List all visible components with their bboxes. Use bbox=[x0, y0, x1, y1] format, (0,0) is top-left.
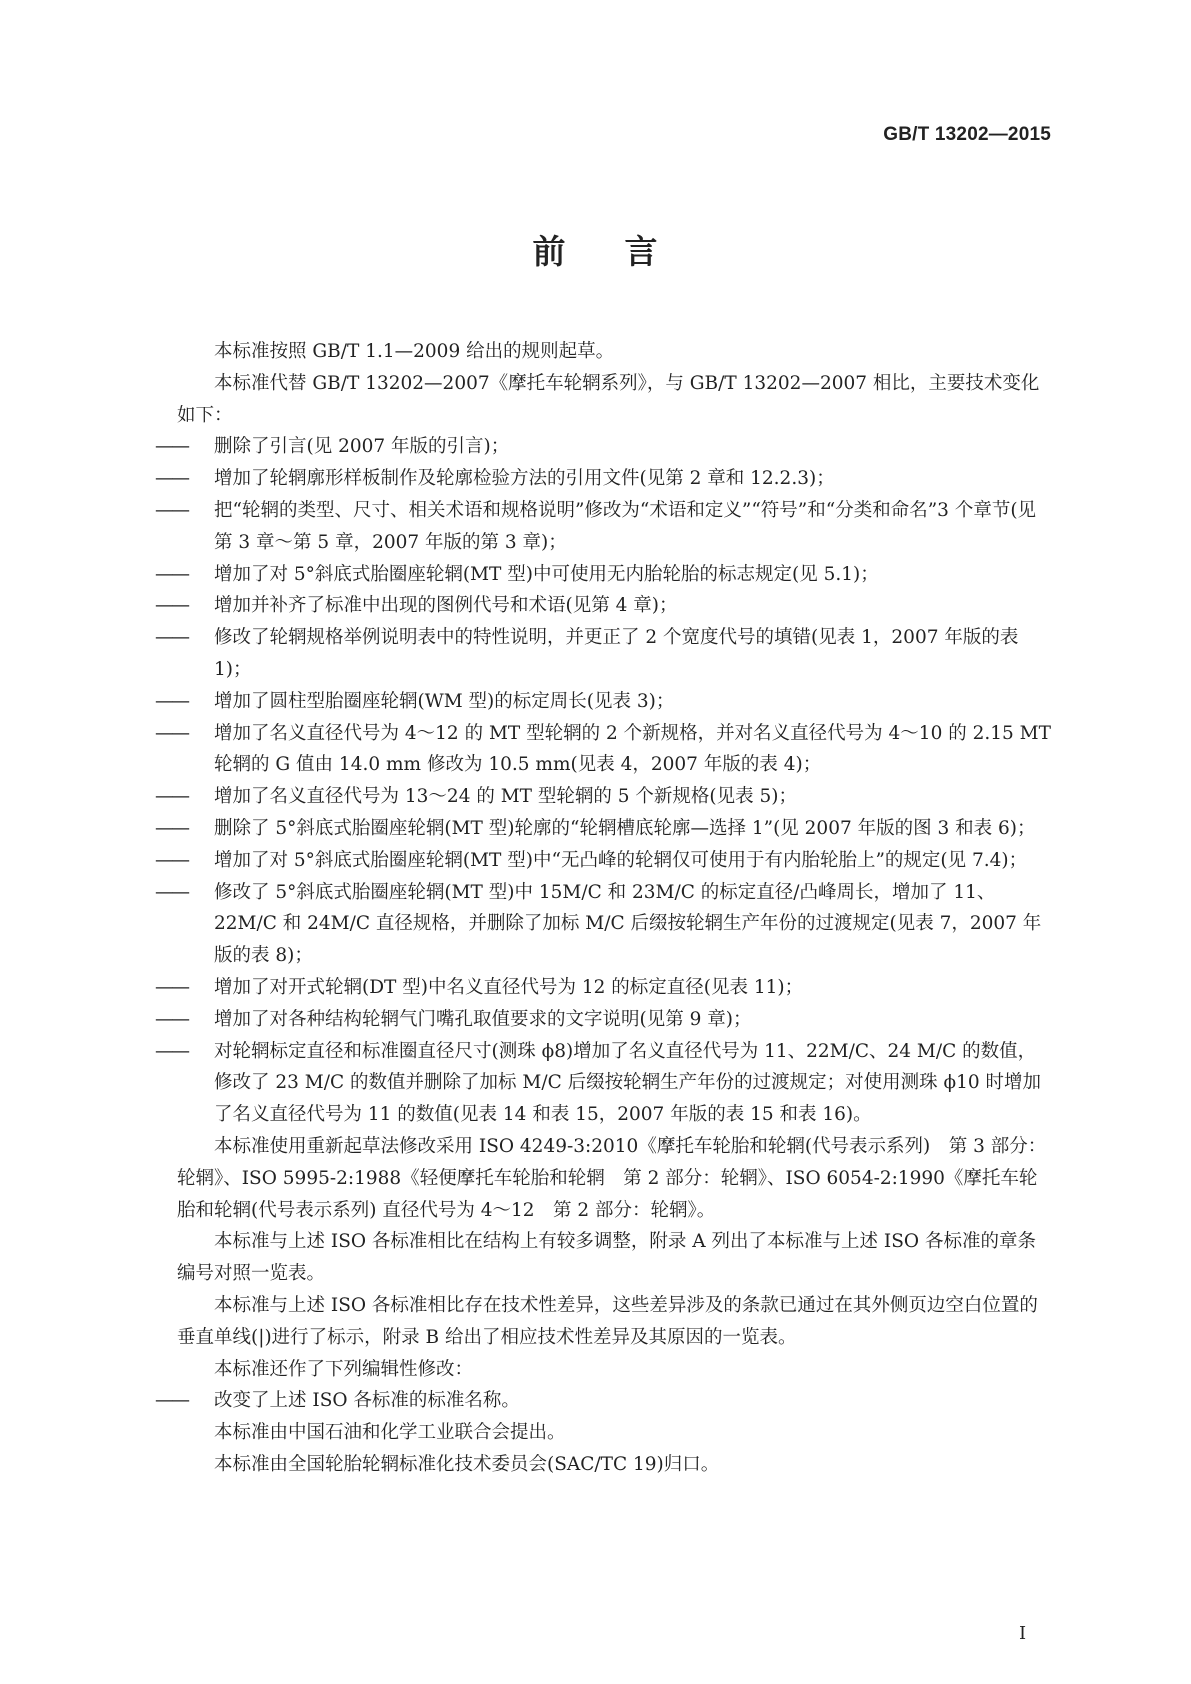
paragraph-centralized-by: 本标准由全国轮胎轮辋标准化技术委员会(SAC/TC 19)归口。 bbox=[214, 1453, 720, 1475]
dash-marker: —— bbox=[155, 627, 188, 649]
paragraph-structure: 本标准与上述 ISO 各标准相比在结构上有较多调整，附录 A 列出了本标准与上述 ISO 各标准的章条编号对照一览表。 bbox=[177, 1231, 1036, 1285]
list-item-text: 把“轮辋的类型、尺寸、相关术语和规格说明”修改为“术语和定义”“符号”和“分类和命名”3 个章节(见第 3 章～第 5 章，2007 年版的第 3 章)； bbox=[214, 499, 1037, 553]
dash-marker: —— bbox=[155, 817, 188, 839]
paragraph-adoption: 本标准使用重新起草法修改采用 ISO 4249-3:2010《摩托车轮胎和轮辋(代号表示系列) 第 3 部分：轮辋》、ISO 5995-2:1988《轻便摩托车轮胎和轮辋 第 2 部分：轮辋》、ISO 6054-2:1990《摩托车轮胎和轮辋(代号表示系列) 直径代号为 4～12 第 2 部分：轮辋》。 bbox=[177, 1135, 1047, 1221]
list-item bbox=[155, 845, 1051, 877]
list-item-text: 增加了圆柱型胎圈座轮辋(WM 型)的标定周长(见表 3)； bbox=[214, 690, 675, 712]
list-item-text: 增加了名义直径代号为 13～24 的 MT 型轮辋的 5 个新规格(见表 5)； bbox=[214, 786, 798, 808]
dash-marker: —— bbox=[155, 436, 188, 458]
standard-code: GB/T 13202—2015 bbox=[883, 124, 1051, 145]
paragraph-differences: 本标准与上述 ISO 各标准相比存在技术性差异，这些差异涉及的条款已通过在其外侧页边空白位置的垂直单线(|)进行了标示，附录 B 给出了相应技术性差异及其原因的一览表。 bbox=[177, 1294, 1038, 1348]
title-char-1: 前 bbox=[532, 232, 567, 271]
list-item-text: 修改了轮辋规格举例说明表中的特性说明，并更正了 2 个宽度代号的填错(见表 1，2007 年版的表 1)； bbox=[214, 627, 1019, 680]
paragraph-editorial: 本标准还作了下列编辑性修改： bbox=[214, 1358, 474, 1380]
list-item bbox=[155, 559, 1051, 591]
paragraph-proposed-by: 本标准由中国石油和化学工业联合会提出。 bbox=[214, 1422, 566, 1444]
dash-marker: —— bbox=[155, 881, 188, 903]
list-item-text: 增加了轮辋廓形样板制作及轮廓检验方法的引用文件(见第 2 章和 12.2.3)； bbox=[214, 468, 835, 490]
dash-marker: —— bbox=[155, 690, 188, 712]
list-item-text: 改变了上述 ISO 各标准的标准名称。 bbox=[214, 1390, 520, 1412]
dash-marker: —— bbox=[155, 1040, 188, 1062]
list-item bbox=[155, 431, 1051, 463]
list-item bbox=[155, 877, 1051, 972]
dash-marker: —— bbox=[155, 1390, 188, 1412]
list-item-text: 增加并补齐了标准中出现的图例代号和术语(见第 4 章)； bbox=[214, 595, 678, 617]
list-item bbox=[155, 972, 1051, 1004]
page-number: I bbox=[1019, 1623, 1027, 1644]
list-item bbox=[155, 1385, 1051, 1417]
list-item bbox=[155, 590, 1051, 622]
dash-marker: —— bbox=[155, 468, 188, 490]
dash-marker: —— bbox=[155, 722, 188, 744]
dash-marker: —— bbox=[155, 976, 188, 998]
list-item-text: 增加了对各种结构轮辋气门嘴孔取值要求的文字说明(见第 9 章)； bbox=[214, 1008, 752, 1030]
page-title bbox=[0, 226, 1191, 273]
list-item bbox=[155, 718, 1051, 782]
dash-marker: —— bbox=[155, 849, 188, 871]
list-item-text: 对轮辋标定直径和标准圈直径尺寸(测珠 ϕ8)增加了名义直径代号为 11、22M/C、24 M/C 的数值，修改了 23 M/C 的数值并删除了加标 M/C 后缀按轮辋生产年份的过渡规定；对使用测珠 ϕ10 时增加了名义直径代号为 11 的数值(见表 14 和表 15，2007 年版的表 15 和表 16)。 bbox=[214, 1040, 1042, 1126]
list-item bbox=[155, 622, 1051, 686]
dash-marker: —— bbox=[155, 563, 188, 585]
list-item-text: 修改了 5°斜底式胎圈座轮辋(MT 型)中 15M/C 和 23M/C 的标定直径/凸峰周长，增加了 11、22M/C 和 24M/C 直径规格，并删除了加标 M/C 后缀按轮辋生产年份的过渡规定(见表 7，2007 年版的表 8)； bbox=[214, 881, 1042, 967]
list-item-text: 增加了名义直径代号为 4～12 的 MT 型轮辋的 2 个新规格，并对名义直径代号为 4～10 的 2.15 MT轮辋的 G 值由 14.0 mm 修改为 10.5 mm(见表 4，2007 年版的表 4)； bbox=[214, 722, 1051, 776]
dash-marker: —— bbox=[155, 499, 188, 521]
list-item bbox=[155, 1036, 1051, 1131]
list-item bbox=[155, 686, 1051, 718]
list-item-text: 增加了对 5°斜底式胎圈座轮辋(MT 型)中“无凸峰的轮辋仅可使用于有内胎轮胎上”的规定(见 7.4)； bbox=[214, 849, 1028, 871]
list-item bbox=[155, 1004, 1051, 1036]
dash-marker: —— bbox=[155, 786, 188, 808]
list-item bbox=[155, 781, 1051, 813]
list-item-text: 增加了对开式轮辋(DT 型)中名义直径代号为 12 的标定直径(见表 11)； bbox=[214, 976, 804, 998]
list-item bbox=[155, 813, 1051, 845]
list-item bbox=[155, 495, 1051, 559]
list-item-text: 删除了 5°斜底式胎圈座轮辋(MT 型)轮廓的“轮辋槽底轮廓—选择 1”(见 2007 年版的图 3 和表 6)； bbox=[214, 817, 1036, 839]
paragraph-replaces: 本标准代替 GB/T 13202—2007《摩托车轮辋系列》，与 GB/T 13202—2007 相比，主要技术变化如下： bbox=[177, 372, 1040, 426]
list-item-text: 增加了对 5°斜底式胎圈座轮辋(MT 型)中可使用无内胎轮胎的标志规定(见 5.1)； bbox=[214, 563, 879, 585]
paragraph-drafting-rules: 本标准按照 GB/T 1.1—2009 给出的规则起草。 bbox=[214, 341, 615, 362]
list-item bbox=[155, 463, 1051, 495]
list-item-text: 删除了引言(见 2007 年版的引言)； bbox=[214, 436, 510, 458]
title-char-2: 言 bbox=[624, 232, 659, 271]
dash-marker: —— bbox=[155, 595, 188, 617]
dash-marker: —— bbox=[155, 1008, 188, 1030]
document-body bbox=[155, 336, 1051, 1481]
change-list bbox=[155, 431, 1051, 1131]
